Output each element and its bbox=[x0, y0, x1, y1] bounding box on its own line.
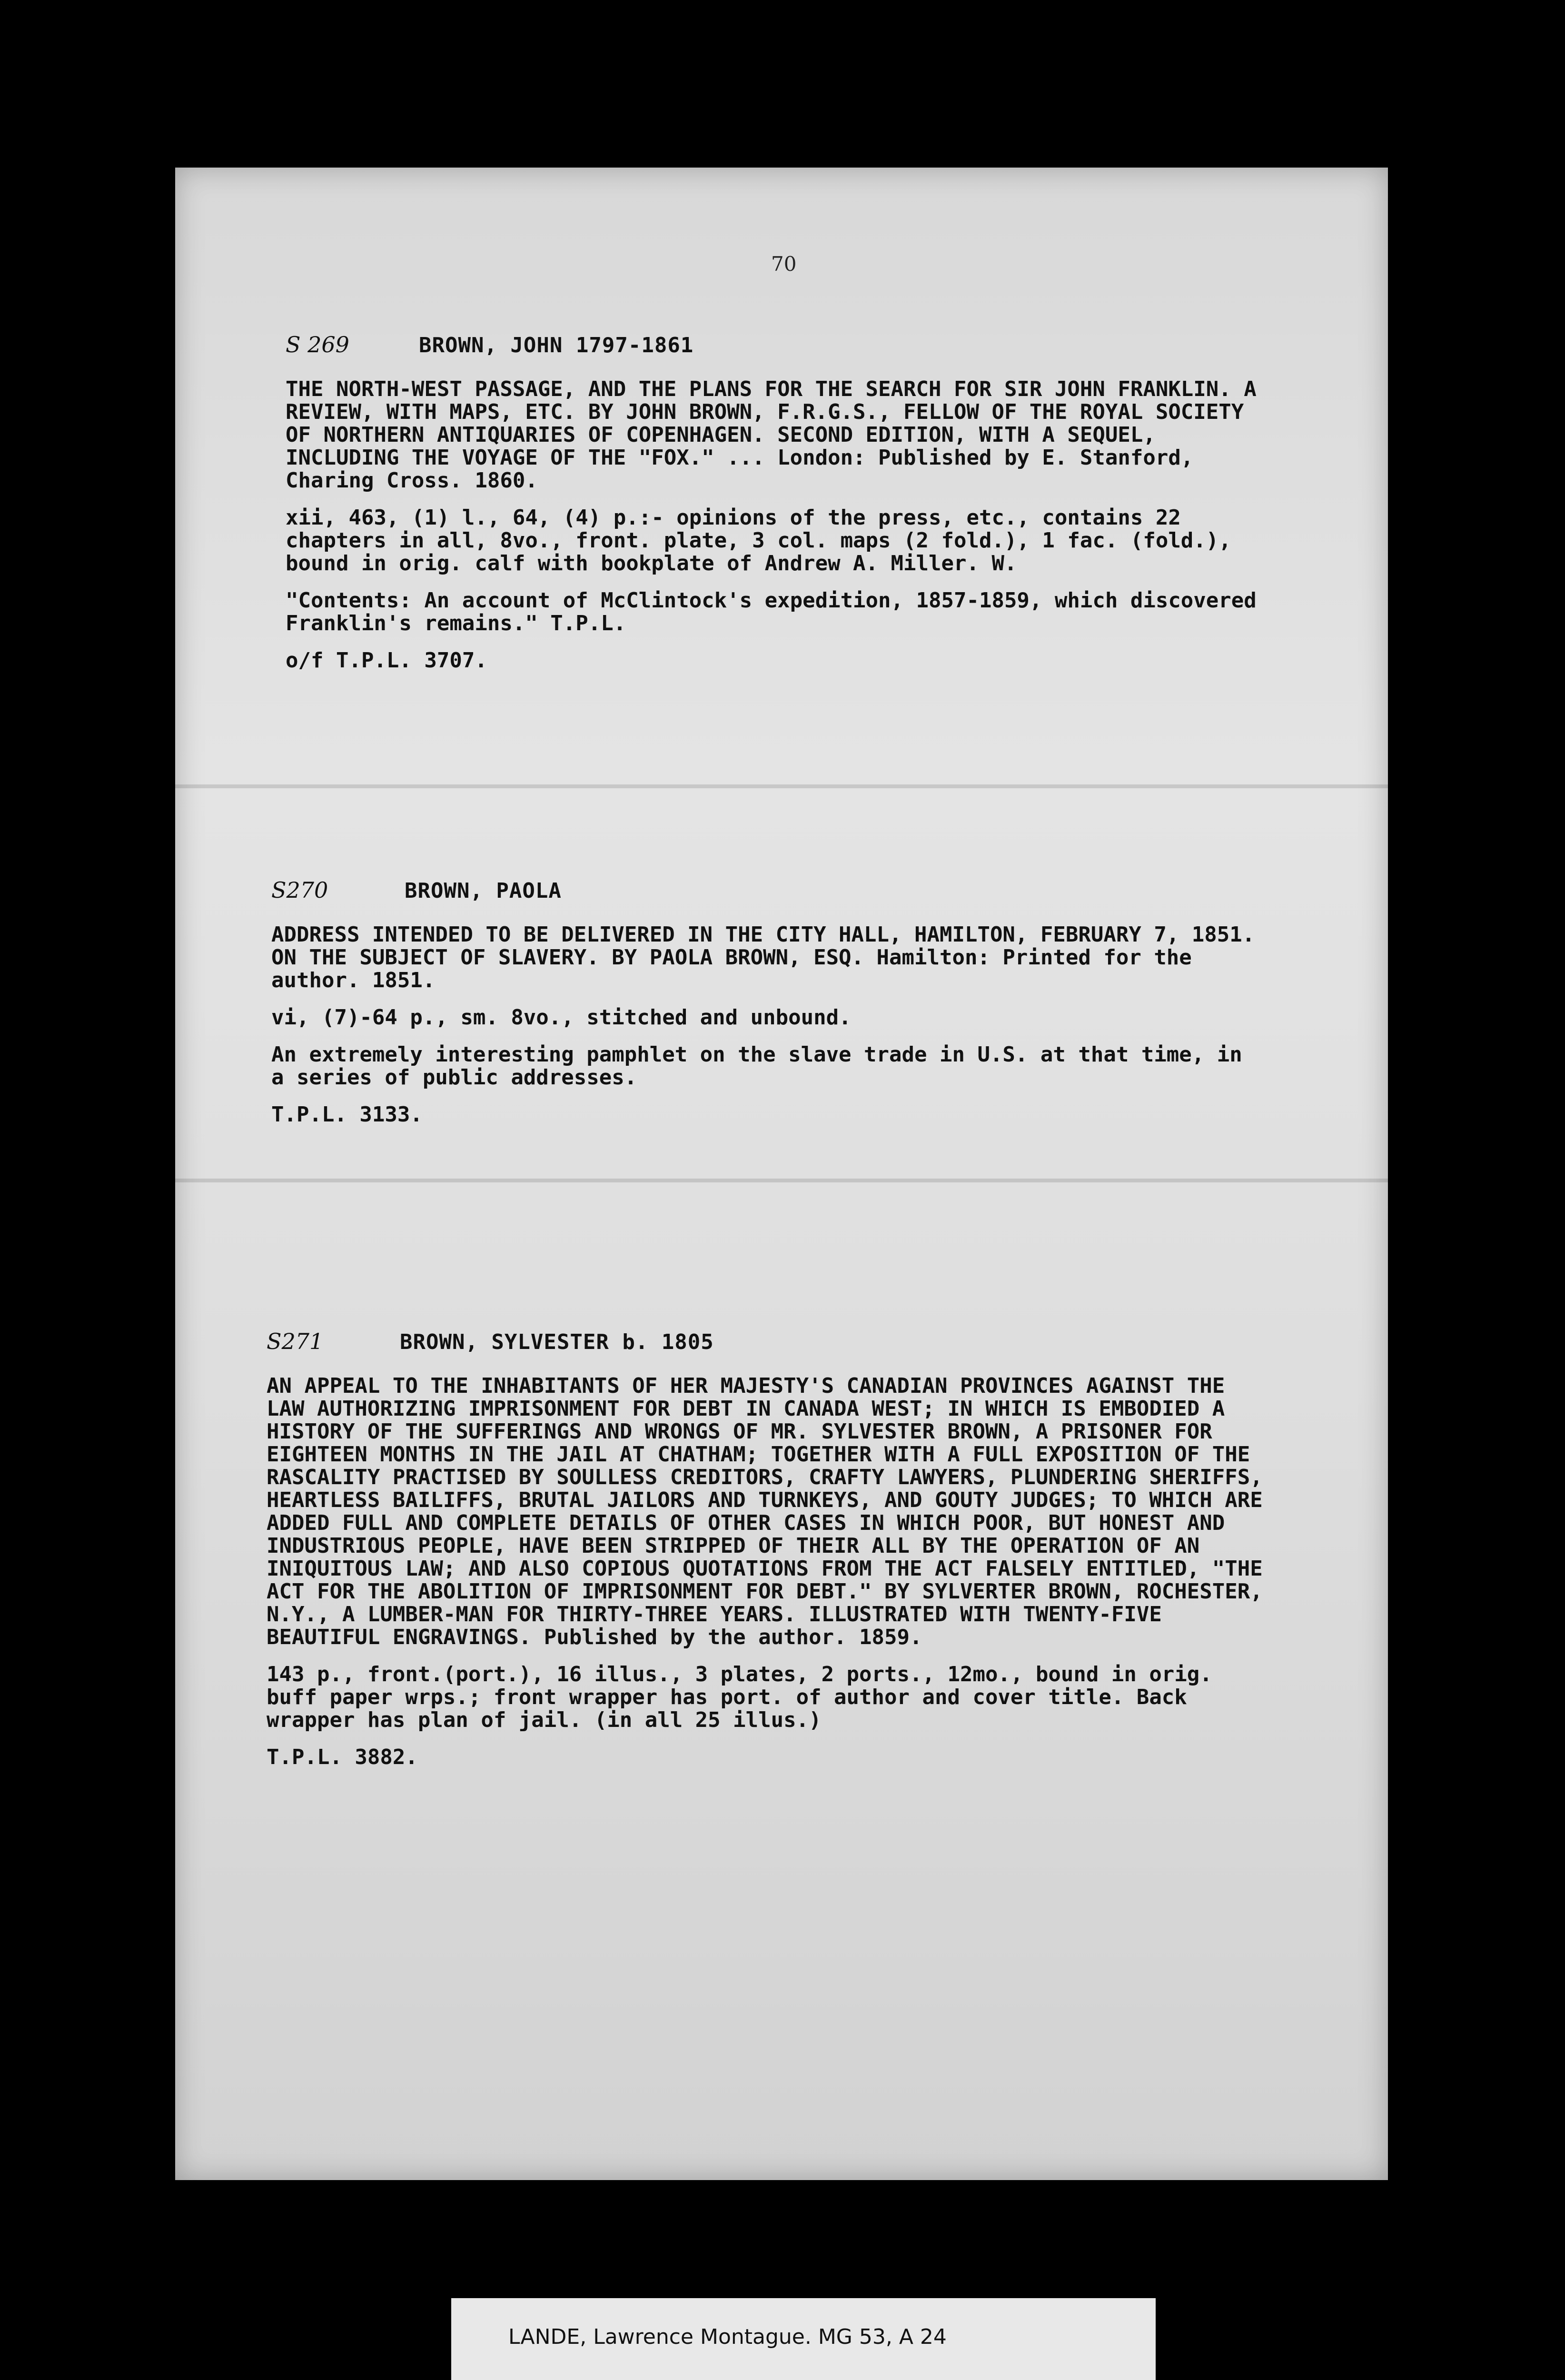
entry-collation: xii, 463, (1) l., 64, (4) p.:- opinions of the press, etc., contains 22 chapters in all, 8vo., front. plate, 3 col. maps (2 fold.), 1 fac. (fold.), bound in orig. calf with bookplate of Andrew A. Miller. W. bbox=[286, 506, 1231, 575]
entry-title: ADDRESS INTENDED TO BE DELIVERED IN THE CITY HALL, HAMILTON, FEBRUARY 7, 1851. ON THE SUBJECT OF SLAVERY. BY PAOLA BROWN, ESQ. Hamilton: Printed for the author. 1851. bbox=[271, 922, 1255, 992]
fonds-reference: LANDE, Lawrence Montague. MG 53, A 24 bbox=[508, 2325, 947, 2349]
entry-heading bbox=[267, 1330, 1266, 1354]
entry-collation: vi, (7)-64 p., sm. 8vo., stitched and unbound. bbox=[271, 1005, 852, 1030]
entry-heading bbox=[271, 879, 1266, 902]
page-number: 70 bbox=[771, 252, 797, 276]
entry-s271 bbox=[267, 1330, 1266, 1783]
entry-reference: T.P.L. 3882. bbox=[267, 1745, 418, 1769]
entry-title: THE NORTH-WEST PASSAGE, AND THE PLANS FOR THE SEARCH FOR SIR JOHN FRANKLIN. A REVIEW, WITH MAPS, ETC. BY JOHN BROWN, F.R.G.S., FELLOW OF THE ROYAL SOCIETY OF NORTHERN ANTIQUARIES OF COPENHAGEN. SECOND EDITION, WITH A SEQUEL, INCLUDING THE VOYAGE OF THE "FOX." ... London: Published by E. Stanford, Charing Cross. 1860. bbox=[286, 377, 1257, 493]
entry-author: BROWN, PAOLA bbox=[405, 879, 562, 903]
entry-s270 bbox=[271, 879, 1266, 1140]
entry-collation: 143 p., front.(port.), 16 illus., 3 plates, 2 ports., 12mo., bound in orig. buff paper wrps.; front wrapper has port. of author and cover title. Back wrapper has plan of jail. (in all 25 illus.) bbox=[267, 1662, 1212, 1732]
entry-reference: o/f T.P.L. 3707. bbox=[286, 648, 487, 673]
entry-author: BROWN, JOHN 1797-1861 bbox=[419, 333, 694, 357]
archive-label-card bbox=[451, 2298, 1156, 2380]
entry-s269 bbox=[286, 333, 1280, 686]
entry-number: S271 bbox=[267, 1329, 324, 1354]
entry-reference: T.P.L. 3133. bbox=[271, 1102, 423, 1127]
entry-title: AN APPEAL TO THE INHABITANTS OF HER MAJESTY'S CANADIAN PROVINCES AGAINST THE LAW AUTHORIZING IMPRISONMENT FOR DEBT IN CANADA WEST; IN WHICH IS EMBODIED A HISTORY OF THE SUFFERINGS AND WRONGS OF MR. SYLVESTER BROWN, A PRISONER FOR EIGHTEEN MONTHS IN THE JAIL AT CHATHAM; TOGETHER WITH A FULL EXPOSITION OF THE RASCALITY PRACTISED BY SOULLESS CREDITORS, CRAFTY LAWYERS, PLUNDERING SHERIFFS, HEARTLESS BAILIFFS, BRUTAL JAILORS AND TURNKEYS, AND GOUTY JUDGES; TO WHICH ARE ADDED FULL AND COMPLETE DETAILS OF OTHER CASES IN WHICH POOR, BUT HONEST AND INDUSTRIOUS PEOPLE, HAVE BEEN STRIPPED OF THEIR ALL BY THE OPERATION OF AN INIQUITOUS LAW; AND ALSO COPIOUS QUOTATIONS FROM THE ACT FALSELY ENTITLED, "THE ACT FOR THE ABOLITION OF IMPRISONMENT FOR DEBT." BY SYLVERTER BROWN, ROCHESTER, N.Y., A LUMBER-MAN FOR THIRTY-THREE YEARS. ILLUSTRATED WITH TWENTY-FIVE BEAUTIFUL ENGRAVINGS. Published by the author. 1859. bbox=[267, 1374, 1263, 1649]
fold-line bbox=[175, 1179, 1388, 1182]
entry-heading bbox=[286, 333, 1280, 357]
entry-number: S 269 bbox=[286, 332, 349, 357]
entry-number: S270 bbox=[271, 877, 328, 903]
entry-note: "Contents: An account of McClintock's expedition, 1857-1859, which discovered Franklin's remains." T.P.L. bbox=[286, 588, 1257, 635]
entry-note: An extremely interesting pamphlet on the slave trade in U.S. at that time, in a series of public addresses. bbox=[271, 1042, 1242, 1090]
fold-line bbox=[175, 784, 1388, 788]
entry-author: BROWN, SYLVESTER b. 1805 bbox=[400, 1330, 714, 1354]
